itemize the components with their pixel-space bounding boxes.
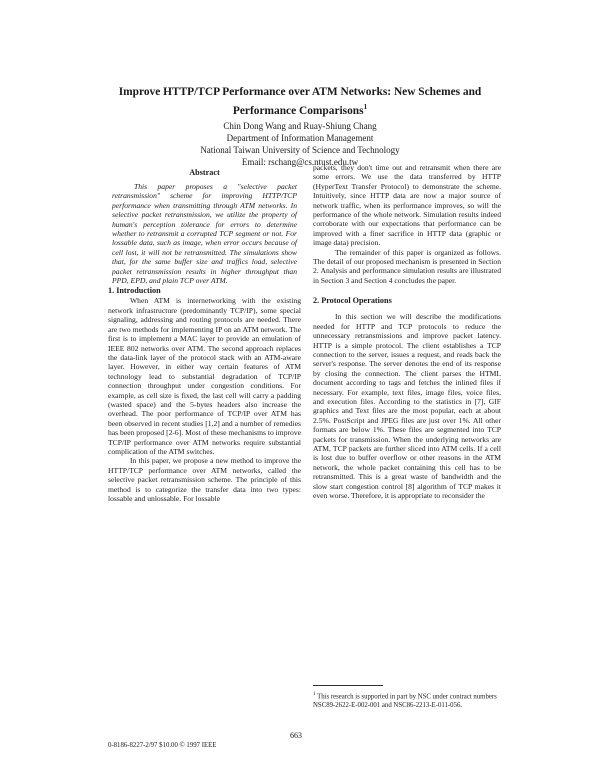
protocol-operations-heading: 2. Protocol Operations [313,296,392,306]
paper-title [100,85,500,119]
isbn-line: 0-8186-8227-2/97 $10.00 © 1997 IEEE [108,742,217,749]
page-number: 663 [290,731,302,740]
introduction-heading: 1. Introduction [108,286,161,296]
title-line-2-text: Performance Comparisons [232,104,364,117]
abstract-text: This paper proposes a "selective packet retransmission" scheme for improving HTTP/TCP performance when transmitting through ATM networks. In selective packet retransmission, we utilize the property of human's perception tolerance for errors to determine whether to retransmit a corrupted TCP segment or not. For lossable data, such as image, when error occurs because of cell lost, it will not be retransmitted. The simulations show that, for the same buffer size and traffics load, selective packet retransmission results in higher throughput than PPD, EPD, and plain TCP over ATM. [112,182,297,286]
right-paragraph-3: In this section we will describe the modifications needed for HTTP and TCP protocols to reduce the unnecessary retransmissions and improve packet latency. HTTP is a simple protocol. The client establishes a TCP connection to the server, issues a request, and reads back the server's response. The server denotes the end of its response by closing the connection. The client parses the HTML document according to tags and fetches the inlined files if necessary. For example, text files, image files, voice files, and execution files. According to the statistics in [7], GIF graphics and Text files are the most popular, each at about 2.5%. PostScript and JPEG files are just over 1%. All other formats are below 1%. These files are segmented into TCP packets for transmission. When the underlying networks are ATM, TCP packets are further sliced into ATM cells. If a cell is lost due to buffer overflow or other reasons in the ATM network, the whole packet containing this cell has to be retransmitted. This is a great waste of bandwidth and the slow start congestion control [8] algorithm of TCP makes it even worse. Therefore, it is appropriate to reconsider the [313,312,501,500]
title-line-2 [100,100,500,119]
intro-paragraph-2: In this paper, we propose a new method to improve the HTTP/TCP performance over ATM networks, called the selective packet retransmission scheme. The principle of this method is to categorize the transfer data into two types: lossable and unlossable. For lossable [108,456,301,503]
title-footnote-marker: 1 [363,103,368,111]
intro-paragraph-1: When ATM is internetworking with the existing network infrastructure (predominantly TCP/IP), some special signaling, addressing and routing protocols are needed. There are two methods for implementing IP on an ATM network. The first is to implement a MAC layer to provide an emulation of IEEE 802 networks over ATM. The second approach replaces the data-link layer of the protocol stack with an ATM-aware layer. However, in either way certain features of ATM technology lead to substantial degradation of TCP/IP connection throughput under congestion conditions. For example, as cell size is fixed, the last cell will carry a padding (wasted space) and the 5-bytes headers also increase the overhead. The poor performance of TCP/IP over ATM has been observed in recent studies [1,2] and a number of remedies has been proposed [2-6]. Most of these mechanisms to improve TCP/IP performance over ATM networks require substantial complication of the ATM switches. [108,296,301,456]
footnote [313,690,503,710]
title-line-1: Improve HTTP/TCP Performance over ATM Networks: New Schemes and [118,86,482,98]
abstract-heading: Abstract [189,168,220,177]
left-column [108,167,301,503]
footnote-text: This research is supported in part by NSC under contract numbers NSC89-2622-E-002-001 and NSC86-2213-E-011-056. [313,693,497,710]
right-paragraph-2: The remainder of this paper is organized as follows. The detail of our proposed mechanism is presented in Section 2. Analysis and performance simulation results are illustrated in Section 3 and Section 4 concludes the paper. [313,247,501,285]
author-block [150,120,450,168]
author-names: Chin Dong Wang and Ruay-Shiung Chang [223,121,377,131]
author-department: Department of Information Management [226,133,374,143]
right-paragraph-1: packets, they don't time out and retransmit when there are some errors. We use the data transferred by HTTP (HyperText Transfer Protocol) to demonstrate the scheme. Intuitively, since HTTP data are now a major source of network traffic, when its performance improves, so will the performance of the whole network. Simulation results indeed corroborate with our expectations that performance can be improved with a finer sacrifice in HTTP data (graphic or image data) precision. [313,163,501,248]
author-email: Email: rschang@cs.ntust.edu.tw [241,157,359,167]
right-column [313,163,501,500]
footnote-rule [313,685,383,686]
section-gap [313,285,501,295]
author-university: National Taiwan University of Science and Technology [200,145,400,155]
footnote-marker: 1 [313,692,316,697]
